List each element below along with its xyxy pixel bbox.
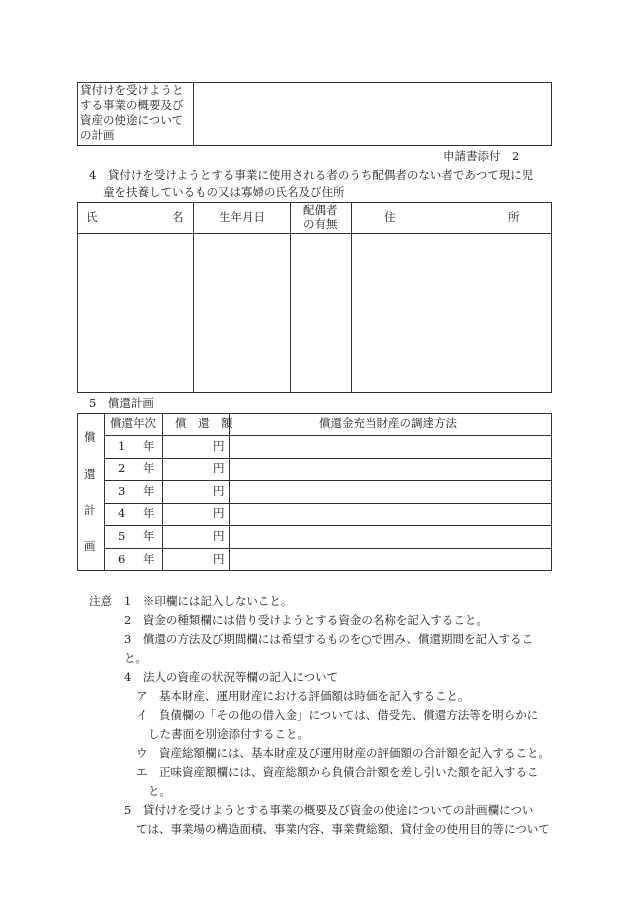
year-number: 2 (118, 461, 126, 475)
year-unit: 年 (143, 461, 155, 475)
yen-unit: 円 (213, 552, 225, 566)
plan-label-line-3: 資産の使途について (80, 113, 184, 127)
method-field-1[interactable] (230, 436, 551, 457)
method-field-4[interactable] (230, 504, 551, 524)
note-item: ア 基本財産、運用財産における評価額は時価を記入すること。 (136, 689, 470, 703)
note-item: イ 負債欄の「その他の借入金」については、借受先、償還方法等を明らかに (136, 708, 539, 722)
col-header-birthdate: 生年月日 (219, 210, 265, 224)
notes-label: 注意 (89, 594, 112, 608)
plan-label-line-4: の計画 (80, 128, 115, 142)
note-item: 1 ※印欄には記入しないこと。 (124, 594, 293, 608)
amount-field-4[interactable] (163, 504, 211, 524)
col-header-method: 償還金充当財産の調達方法 (319, 416, 457, 430)
method-field-3[interactable] (230, 481, 551, 502)
note-item: 5 貸付けを受けようとする事業の概要及び資金の使途についての計画欄につい (124, 803, 534, 817)
note-item: ウ 資産総額欄には、基本財産及び運用財産の評価額の合計額を記入すること。 (136, 746, 550, 760)
plan-label-line-1: 貸付けを受けようと (80, 83, 184, 97)
plan-content-field[interactable] (194, 83, 551, 145)
col-header-name-2: 名 (172, 210, 184, 224)
yen-unit: 円 (213, 461, 225, 475)
repayment-side-char-1: 償 (84, 430, 96, 444)
method-field-2[interactable] (230, 459, 551, 479)
attachment-note: 申請書添付 2 (443, 149, 520, 163)
employee-address-field[interactable] (352, 234, 551, 392)
method-field-6[interactable] (230, 549, 551, 570)
method-field-5[interactable] (230, 526, 551, 547)
col-header-name-1: 氏 (86, 210, 98, 224)
repayment-side-char-2: 還 (84, 467, 96, 481)
note-item: した書面を別途添付すること。 (148, 727, 309, 741)
year-unit: 年 (143, 439, 155, 453)
year-unit: 年 (143, 484, 155, 498)
employee-name-field[interactable] (78, 234, 192, 392)
year-number: 3 (118, 484, 126, 498)
year-number: 4 (118, 506, 126, 520)
year-number: 5 (118, 529, 126, 543)
yen-unit: 円 (213, 439, 225, 453)
col-header-address-1: 住 (384, 210, 396, 224)
amount-field-6[interactable] (163, 549, 211, 570)
employee-spouse-field[interactable] (291, 234, 350, 392)
yen-unit: 円 (213, 506, 225, 520)
col-header-address-2: 所 (508, 210, 520, 224)
yen-unit: 円 (213, 529, 225, 543)
amount-field-5[interactable] (163, 526, 211, 547)
year-number: 1 (118, 439, 126, 453)
section5-heading: 5 償還計画 (89, 396, 154, 410)
amount-field-1[interactable] (163, 436, 211, 457)
year-number: 6 (118, 552, 126, 566)
employee-birthdate-field[interactable] (194, 234, 289, 392)
col-header-amount: 償 還 額 (175, 416, 233, 430)
note-item: ては、事業場の構造面積、事業内容、事業費総額、貸付金の使用目的等について (136, 822, 550, 836)
amount-field-3[interactable] (163, 481, 211, 502)
amount-field-2[interactable] (163, 459, 211, 479)
note-item: と。 (148, 784, 171, 798)
repayment-side-char-4: 画 (84, 539, 96, 553)
note-item: 3 償還の方法及び期間欄には希望するものを○で囲み、償還期間を記入するこ (124, 632, 534, 646)
note-item: 4 法人の資産の状況等欄の記入について (124, 670, 339, 684)
plan-label-line-2: する事業の概要及び (80, 98, 184, 112)
note-item: と。 (124, 651, 147, 665)
section4-heading-line-1: 4 貸付けを受けようとする事業に使用される者のうち配偶者のない者であつて現に児 (89, 168, 534, 182)
note-item: 2 資金の種類欄には借り受けようとする資金の名称を記入すること。 (124, 613, 488, 627)
col-header-year: 償還年次 (110, 416, 156, 430)
note-item: エ 正味資産額欄には、資産総額から負債合計額を差し引いた額を記入するこ (136, 765, 539, 779)
col-header-spouse-2: の有無 (303, 217, 338, 231)
year-unit: 年 (143, 529, 155, 543)
yen-unit: 円 (213, 484, 225, 498)
section4-heading-line-2: 童を扶養しているもの又は寡婦の氏名及び住所 (103, 185, 345, 199)
year-unit: 年 (143, 506, 155, 520)
repayment-side-char-3: 計 (84, 503, 96, 517)
col-header-spouse-1: 配偶者 (303, 203, 338, 217)
year-unit: 年 (143, 552, 155, 566)
